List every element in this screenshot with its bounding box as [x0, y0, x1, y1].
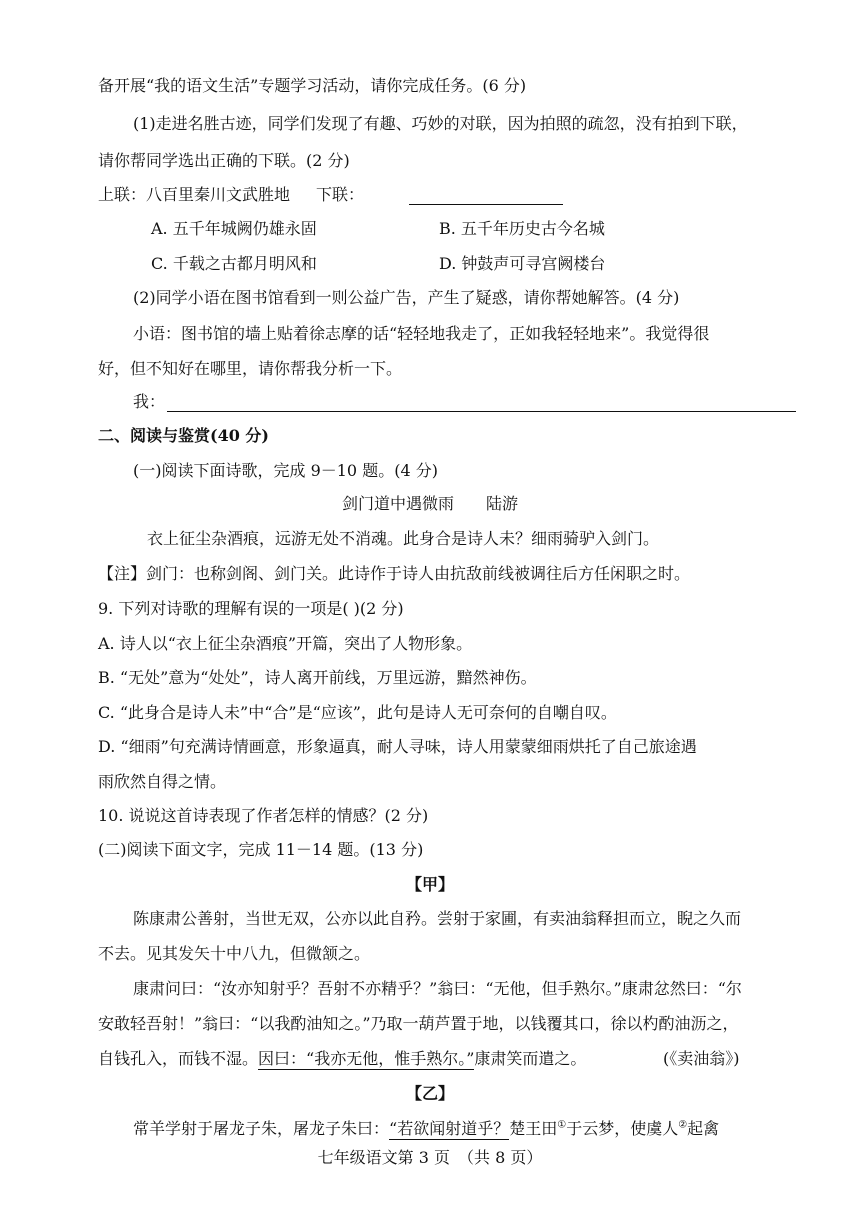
me-answer-row	[133, 392, 860, 416]
q9-option-d-line1: D. “细雨”句充满诗情画意，形象逼真，耐人寻味，诗人用蒙蒙细雨烘托了自己旅途遇	[98, 737, 697, 756]
footnote-mark-2: ②	[678, 1119, 688, 1131]
yi-underlined-question: “若欲闻射道乎？	[389, 1119, 510, 1138]
yi-p1-c: 楚王田	[509, 1119, 558, 1138]
poem-title-row	[0, 494, 860, 513]
xiaoyu-line1: 小语：图书馆的墙上贴着徐志摩的话“轻轻地我走了，正如我轻轻地来”。我觉得很	[133, 324, 710, 343]
q1-stem-line2: 请你帮同学选出正确的下联。(2 分)	[98, 151, 350, 170]
q1-option-d: D. 钟鼓声可寻宫阙楼台	[439, 254, 606, 273]
jia-p1-line1: 陈康肃公善射，当世无双，公亦以此自矜。尝射于家圃，有卖油翁释担而立，睨之久而	[133, 909, 742, 928]
couplet-up: 上联：八百里秦川文武胜地	[98, 185, 291, 204]
yi-p1	[133, 1119, 860, 1138]
poem-title: 剑门道中遇微雨	[341, 494, 454, 513]
jia-p2-line3-c: 康肃笑而遣之。	[474, 1049, 587, 1068]
q1-stem-line1: (1)走进名胜古迹，同学们发现了有趣、巧妙的对联，因为拍照的疏忽，没有拍到下联，	[133, 114, 748, 133]
poem-body: 衣上征尘杂酒痕，远游无处不消魂。此身合是诗人未？细雨骑驴入剑门。	[147, 529, 660, 548]
poem-author: 陆游	[486, 494, 519, 513]
yi-p1-e: 起禽	[687, 1119, 720, 1138]
jia-p2-line3	[98, 1049, 860, 1068]
section2-heading: 二、阅读与鉴赏(40 分)	[98, 426, 269, 445]
footnote-mark-1: ①	[557, 1119, 567, 1131]
q1-option-a: A. 五千年城阙仍雄永固	[151, 219, 317, 238]
couplet-down-blank[interactable]	[409, 204, 563, 205]
me-label: 我：	[133, 392, 166, 411]
xiaoyu-line2: 好，但不知好在哪里，请你帮我分析一下。	[98, 359, 403, 378]
yi-p1-d: 于云梦，使虞人	[566, 1119, 679, 1138]
yi-label: 【乙】	[405, 1084, 454, 1103]
jia-p2-line2: 安敢轻吾射！”翁曰：“以我酌油知之。”乃取一葫芦置于地，以钱覆其口，徐以杓酌油沥之，	[98, 1014, 739, 1033]
jia-label: 【甲】	[405, 875, 454, 894]
couplet-row	[98, 185, 860, 209]
poem-note: 【注】剑门：也称剑阁、剑门关。此诗作于诗人由抗敌前线被调往后方任闲职之时。	[98, 564, 691, 583]
part2-intro: (二)阅读下面文字，完成 11－14 题。(13 分)	[98, 840, 424, 859]
q9-option-a: A. 诗人以“衣上征尘杂酒痕”开篇，突出了人物形象。	[98, 634, 473, 653]
q9-stem: 9. 下列对诗歌的理解有误的一项是( )(2 分)	[98, 599, 404, 618]
q1-option-c: C. 千载之古都月明风和	[151, 254, 317, 273]
intro-tail: 备开展“我的语文生活”专题学习活动，请你完成任务。(6 分)	[98, 76, 527, 95]
q9-option-d-line2: 雨欣然自得之情。	[98, 772, 227, 791]
yi-p1-a: 常羊学射于屠龙子朱，屠龙子朱曰：	[133, 1119, 390, 1138]
q10-stem: 10. 说说这首诗表现了作者怎样的情感？(2 分)	[98, 806, 429, 825]
jia-p1-line2: 不去。见其发矢十中八九，但微颔之。	[98, 944, 371, 963]
page-footer: 七年级语文第 3 页 （共 8 页）	[317, 1148, 543, 1167]
jia-source: (《卖油翁》)	[663, 1049, 740, 1068]
couplet-down-label: 下联：	[316, 185, 365, 204]
me-answer-blank[interactable]	[167, 411, 796, 412]
jia-p2-line3-a: 自钱孔入，而钱不湿。	[98, 1049, 259, 1068]
q2-stem: (2)同学小语在图书馆看到一则公益广告，产生了疑惑，请你帮她解答。(4 分)	[133, 288, 680, 307]
q9-option-b: B. “无处”意为“处处”，诗人离开前线，万里远游，黯然神伤。	[98, 668, 537, 687]
q9-option-c: C. “此身合是诗人未”中“合”是“应该”，此句是诗人无可奈何的自嘲自叹。	[98, 703, 617, 722]
jia-underlined-sentence: 因曰：“我亦无他，惟手熟尔。”	[258, 1049, 475, 1068]
part1-intro: (一)阅读下面诗歌，完成 9－10 题。(4 分)	[133, 461, 438, 480]
q1-option-b: B. 五千年历史古今名城	[439, 219, 605, 238]
jia-p2-line1: 康肃问曰：“汝亦知射乎？吾射不亦精乎？”翁曰：“无他，但手熟尔。”康肃忿然曰：“尔	[133, 979, 742, 998]
